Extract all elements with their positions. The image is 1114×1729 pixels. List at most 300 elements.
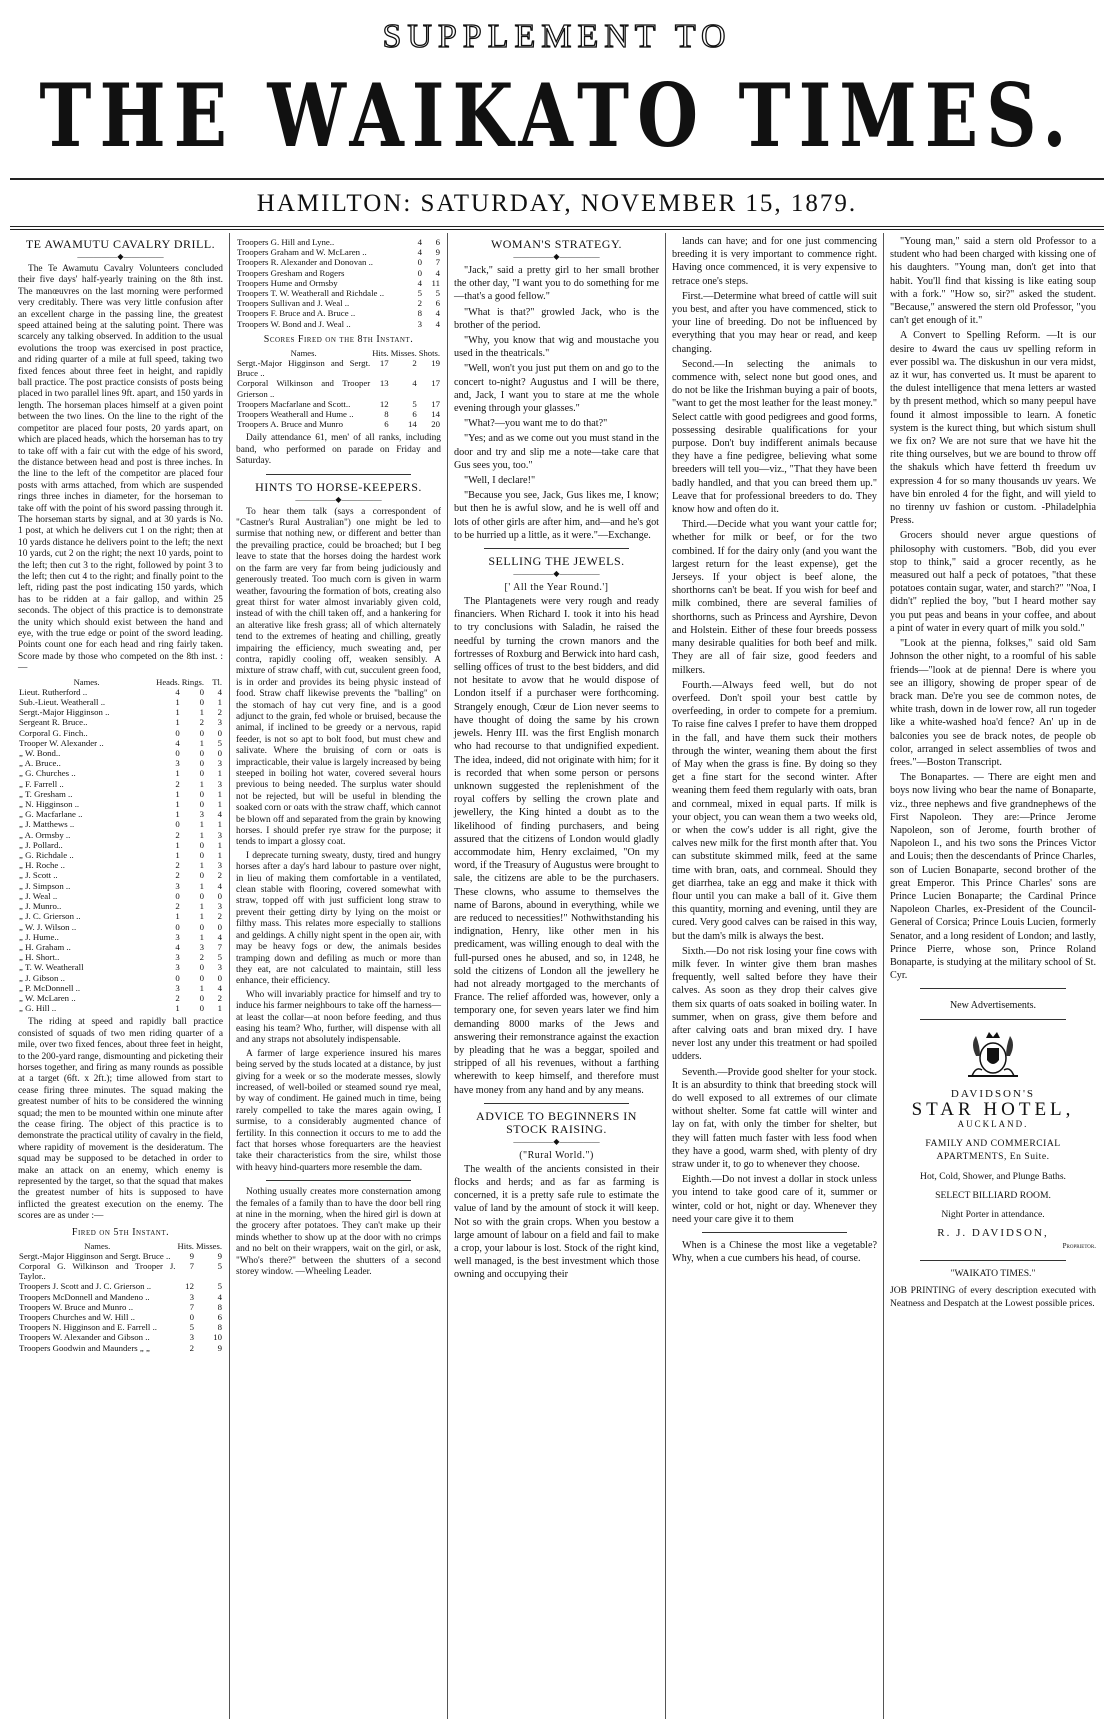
table-cell-value: 8 (217, 1301, 222, 1312)
table-cell-value: 3 (217, 717, 222, 728)
table-cell-value: 5 (217, 737, 222, 748)
ad-baths: Hot, Cold, Shower, and Plunge Baths. (920, 1170, 1066, 1182)
table-cell-name: Troopers Goodwin and Maunders „ „ (19, 1342, 150, 1353)
table-cell-value: 1 (199, 911, 204, 922)
table-row (236, 288, 441, 298)
table-cell-value: 0 (199, 992, 204, 1003)
table-cell-name: „ G. Richdale .. (19, 850, 74, 861)
table-row (18, 962, 223, 972)
table-cell-value: 2 (199, 717, 204, 728)
ad-billiard-room: SELECT BILLIARD ROOM. (935, 1189, 1051, 1201)
table-cell-value: 3 (217, 829, 222, 840)
article-paragraph: A farmer of large experience insured his mares being served by the studs located at a distance, by just giving for a week or so the moderate messes, slowly increased, of well-boiled or steamed sound rye meal, by way of condiment. He gained much in time, being rarely compelled to take the mares again owing, I surmise, to a considerably augmented chance of fertility. In this connection it occurs to me to add the fact that horses whose forequarters are the heaviest take their characteristics from the sire, whilst those with heavy hind-quarters more resemble the dam. (236, 1048, 441, 1173)
table-cell-value: 3 (199, 941, 204, 952)
table-cell-value: 3 (175, 758, 180, 769)
article-paragraph: Fourth.—Always feed well, but do not overfeed. Don't spoil your best cattle by overfeeding, in order to compete for a premium. To raise fine calves I prefer to have them dropped in the fall, and have them suck their mothers through the winter, weaning them about the first of May when the grass is fine. By doing so they get a fine start for the second winter. After weaning them feed them regularly with oats, bran and cornmeal, mixed in equal parts. If milk is your object, you can wean them a two weeks old, or when the cow's udder is all right, give the calves new milk for the first month after that. You can substitute skimmed milk, feed at the same time with bran, oats, and cornmeal. Should they get diarrhea, take an egg and make it thick with flour until you can make a ball of it. Give them this quantity, morning and evening, until they are cured. Very good calves can be raised in this way, but the dam's milk is always the best. (672, 679, 877, 942)
table-cell-name: „ N. Higginson .. (19, 799, 80, 810)
ad-hotel-name: STAR HOTEL, (911, 1098, 1075, 1120)
article-paragraph: Sixth.—Do not risk losing your fine cows with milk fever. In winter give them bran mashes frequently, well salted before they have their calves. As soon as they drop their calves give them six quarts of oats soaked in boiling water. In summer, when on grass, give them before and after calving oats and bran mixed dry. I have never lost any under this treatment or had spoiled udders. (672, 945, 877, 1063)
table-cell-value: 0 (199, 799, 204, 810)
table-cell-value: 3 (217, 778, 222, 789)
section-rule (920, 988, 1066, 989)
table-cell-value: 1 (217, 768, 222, 779)
table-row (18, 799, 223, 809)
table-row (18, 901, 223, 911)
section-rule (920, 1260, 1066, 1261)
table-row (18, 1312, 223, 1322)
table-cell-value: 1 (199, 778, 204, 789)
table-cell-value: 4 (217, 880, 222, 891)
article-paragraph: "What?—you want me to do that?" (464, 418, 608, 430)
table-cell-name: „ J. Matthews .. (19, 819, 75, 830)
table-cell-value: 2 (175, 901, 180, 912)
table-cell-name: „ J. Weal .. (19, 890, 58, 901)
table-row (18, 952, 223, 962)
table-cell-name: „ W. McLaren .. (19, 992, 76, 1003)
section-rule (702, 1232, 847, 1233)
table-cell-value: 9 (435, 247, 440, 258)
table-body (236, 237, 441, 329)
table-cell-value: 0 (417, 267, 422, 278)
table-cell-value: 0 (199, 890, 204, 901)
table-cell-value: 1 (199, 931, 204, 942)
article-paragraph: Grocers should never argue questions of philosophy with customers. "Bob, did you ever stop to think," said a grocer recently, as he measured out half a peck of potatoes, "that these potatoes contain sugar, water, and starch?" "Noa, I didn't" replied the boy, "but I heard mother say you put peas and beans in your coffee, and about a pint of water in every quart of milk you sold." (890, 530, 1096, 634)
table-cell-value: 3 (217, 758, 222, 769)
table-cell-value: 8 (417, 308, 422, 319)
article-columns (12, 233, 1102, 1719)
table-cell-name: Corporal Wilkinson and Trooper Grierson .. (237, 378, 371, 399)
table-cell-value: 1 (217, 819, 222, 830)
table-cell-name: Troopers W. Bond and J. Weal .. (237, 318, 351, 329)
table-cell-value: 4 (435, 318, 440, 329)
table-cell-value: 4 (217, 809, 222, 820)
table-cell-value: 3 (175, 952, 180, 963)
table-cell-name: Troopers Sullivan and J. Weal .. (237, 298, 350, 309)
table-cell-value: 1 (175, 788, 180, 799)
article-paragraph: Third.—Decide what you want your cattle for; whether for milk or beef, or for the two combined. If for the dairy only (and you want the largest return for the least expense), get the Jerseys. If your object is beef alone, the shorthorns can't be beat. If you wish for beef and milk combined, there are several families of shorthorns, such as Princess and Ayrshire, Devon and Holstein. Either of these four breeds possess many desirable qualities for both beef and milk. They are all of fair size, good feeders and milkers. (672, 519, 877, 676)
table-cell-value: 12 (185, 1281, 194, 1292)
table-cell-value: 8 (217, 1322, 222, 1333)
table-cell-value: 4 (417, 247, 422, 258)
table-cell-value: 0 (199, 850, 204, 861)
table-cell-value: 19 (431, 358, 440, 369)
table-cell-name: Troopers Gresham and Rogers (237, 267, 345, 278)
table-cell-value: 7 (189, 1261, 194, 1272)
table-cell-value: 1 (217, 1003, 222, 1014)
table-row (18, 687, 223, 697)
table-cell-value: 14 (407, 419, 417, 430)
article-source: ("Rural World.") (519, 1149, 594, 1161)
table-cell-name: „ J. Munro.. (19, 901, 62, 912)
table-row (236, 399, 441, 409)
table-cell-value: 6 (217, 1312, 222, 1323)
column-1 (12, 233, 230, 1719)
table-row (18, 1292, 223, 1302)
table-row (18, 840, 223, 850)
table-cell-value: 0 (199, 697, 204, 708)
job-printing-text: JOB PRINTING of every description executed with Neatness and Despatch at the Lowest possible prices. (890, 1284, 1096, 1310)
table-cell-value: 3 (175, 982, 180, 993)
column-3 (448, 233, 666, 1719)
table-cell-value: 4 (175, 686, 180, 697)
table-cell-value: 7 (435, 257, 440, 268)
table-cell-value: 1 (217, 697, 222, 708)
table-cell-name: Sergt.-Major Higginson and Sergt. Bruce .. (237, 358, 371, 379)
table-cell-name: Troopers McDonnell and Mandeno .. (19, 1291, 150, 1302)
table-row (236, 319, 441, 329)
table-cell-name: „ T. Gresham .. (19, 788, 73, 799)
article-title-stock-raising: ADVICE TO BEGINNERS IN STOCK RAISING. (476, 1108, 637, 1136)
section-rule (266, 474, 411, 475)
table-cell-value: 0 (189, 1312, 194, 1323)
table-header-cell: Misses. (390, 347, 417, 358)
table-header-row (236, 348, 441, 358)
table-cell-value: 2 (217, 707, 222, 718)
table-header-cell: Names. (290, 347, 317, 358)
article-paragraph: When is a Chinese the most like a vegetable? Why, when a cue cumbers his head, of course. (672, 1240, 877, 1265)
table-cell-name: Troopers Graham and W. McLaren .. (237, 247, 367, 258)
table-cell-value: 1 (199, 860, 204, 871)
table-cell-name: Troopers J. Scott and J. C. Grierson .. (19, 1281, 152, 1292)
advertisements-heading: New Advertisements. (949, 1000, 1037, 1012)
article-paragraph: The riding at speed and rapidly ball practice consisted of squads of two men riding quarter of a mile, over two fixed fences, about three feet in height, to the 200-yard range, dismounting and picketing their horses together, and firing as many rounds as possible at a target (6ft. x 2ft.); time allowed from start to cease firing three minutes. The squad making the greatest number of hits to be considered the winning squad; the men to be mounted within one minute after the cease firing. The object of this practice is to demonstrate the practical utility of cavalry in the field, where rapidity of movement is the desideratum. The squad may be supposed to be detached in order to make an attack on an enemy, which enemy is represented by the target, so that the squad that makes the greatest number of hits is supposed to have inflicted the greatest execution on the enemy. The scores are as under :— (18, 1017, 223, 1222)
article-paragraph: Daily attendance 61, men' of all ranks, including band, who performed on parade on Friday and Saturday. (236, 433, 441, 467)
table-cell-name: Troopers F. Bruce and A. Bruce .. (237, 308, 356, 319)
score-table-hits-misses (18, 1241, 223, 1353)
article-paragraph: "Well, won't you just put them on and go to the concert to-night? Augustus and I will be there, and, Jack, I want you to stare at me the whole evening through your glasses." (454, 363, 659, 415)
table-cell-name: „ J. Simpson .. (19, 880, 71, 891)
table-row (236, 278, 441, 288)
table-row (236, 378, 441, 398)
table-cell-value: 6 (435, 237, 440, 247)
section-rule (484, 1103, 629, 1104)
table-cell-value: 3 (199, 809, 204, 820)
table-cell-value: 1 (199, 901, 204, 912)
table-row (236, 237, 441, 247)
table-cell-name: „ T. W. Weatherall (19, 962, 84, 973)
table-cell-name: „ J. Gibson .. (19, 972, 65, 983)
section-subheading: Scores Fired on the 8th Instant. (263, 333, 414, 345)
table-cell-value: 1 (199, 829, 204, 840)
table-cell-name: Corporal G. Finch.. (19, 727, 88, 738)
table-row (236, 358, 441, 378)
table-cell-value: 1 (199, 880, 204, 891)
ad-apartments: FAMILY AND COMMERCIAL APARTMENTS, En Suite. (925, 1138, 1061, 1163)
royal-crest-icon (956, 1026, 1030, 1084)
table-cell-name: Sergeant R. Bruce.. (19, 717, 88, 728)
article-paragraph: The wealth of the ancients consisted in their flocks and herds; and as far as farming is concerned, it is a pretty safe rule to estimate the value of land by the amount of stock it will keep. Not so with the grain crops. When you bestow a large amount of labour on a field and fail to make a crop, your labour is lost. Stock of the right kind, well managed, is the best investment which those owning and occupying their (454, 1163, 659, 1281)
table-cell-value: 2 (175, 870, 180, 881)
ornament-divider: —————◆————— (77, 252, 164, 261)
article-paragraph: lands can have; and for one just commencing breeding it is very important to commence right. Having once commenced, it is very expensive to retrace one's steps. (672, 236, 877, 287)
table-row (18, 830, 223, 840)
table-cell-name: Troopers Macfarlane and Scott.. (237, 398, 351, 409)
table-header-cell: Shots. (418, 347, 440, 358)
table-cell-value: 6 (384, 419, 389, 430)
article-paragraph: "Why, you know that wig and moustache you used in the theatricals." (454, 335, 659, 360)
table-cell-value: 1 (175, 697, 180, 708)
table-cell-value: 0 (199, 972, 204, 983)
table-cell-value: 0 (217, 921, 222, 932)
table-row (18, 881, 223, 891)
ad-location: AUCKLAND. (957, 1118, 1029, 1129)
table-row (18, 758, 223, 768)
table-row (18, 1343, 223, 1353)
ad-signatory: R. J. DAVIDSON, (937, 1227, 1049, 1240)
table-cell-value: 2 (175, 860, 180, 871)
table-row (18, 993, 223, 1003)
section-rule (920, 1019, 1066, 1020)
table-cell-value: 2 (217, 911, 222, 922)
table-cell-value: 1 (175, 707, 180, 718)
table-cell-value: 17 (379, 358, 389, 369)
table-cell-value: 1 (175, 717, 180, 728)
table-row (18, 1332, 223, 1342)
table-cell-name: Troopers R. Alexander and Donovan .. (237, 257, 374, 268)
table-cell-value: 7 (189, 1301, 194, 1312)
table-row (18, 870, 223, 880)
table-cell-value: 0 (175, 727, 180, 738)
table-cell-name: Trooper W. Alexander .. (19, 737, 104, 748)
score-table-8th-instant (236, 348, 441, 430)
table-row (18, 707, 223, 717)
table-cell-value: 4 (217, 1291, 222, 1302)
table-cell-value: 2 (175, 992, 180, 1003)
table-row (18, 932, 223, 942)
table-row (18, 748, 223, 758)
table-cell-name: Troopers Churches and W. Hill .. (19, 1312, 135, 1323)
table-cell-value: 14 (431, 409, 440, 420)
table-row (18, 728, 223, 738)
table-cell-name: Sergt.-Major Higginson .. (19, 707, 110, 718)
table-cell-value: 4 (217, 931, 222, 942)
article-paragraph: "Jack," said a pretty girl to her small brother the other day, "I want you to do something for me—that's a good fellow." (454, 265, 659, 303)
table-cell-value: 4 (175, 941, 180, 952)
article-paragraph: "What is that?" growled Jack, who is the brother of the period. (454, 306, 659, 331)
table-cell-name: „ H. Roche .. (19, 860, 65, 871)
table-row (236, 268, 441, 278)
table-cell-value: 2 (417, 298, 422, 309)
table-cell-value: 2 (189, 1342, 194, 1353)
table-cell-name: Sergt.-Major Higginson and Sergt. Bruce .. (19, 1250, 171, 1261)
table-cell-name: Troopers N. Higginson and E. Farrell .. (19, 1322, 157, 1333)
table-cell-name: „ W. Bond.. (19, 748, 61, 759)
table-cell-value: 17 (431, 378, 440, 389)
article-paragraph: "Look at the pienna, folkses," said old Sam Johnson the other night, to a roomful of his sable friends—"look at de pienna! Dere is where you see an illigory, showing de proper spear of de brack man. De're you see de common notes, de white trash, down in de lower row, all run togeder like a white-washed hoa'd fence? An' up in de balconies you see de brack notes, de people ob color, arranged in select assemblies of twos and frees."—Boston Transcript. (890, 638, 1096, 768)
table-cell-value: 0 (217, 748, 222, 759)
table-header-row (18, 677, 223, 687)
table-body (18, 1251, 223, 1353)
table-cell-value: 13 (379, 378, 389, 389)
table-row (18, 911, 223, 921)
section-subheading: Fired on 5th Instant. (71, 1226, 170, 1238)
table-header-cell: Rings. (181, 676, 204, 687)
table-cell-value: 1 (199, 982, 204, 993)
table-cell-value: 0 (199, 962, 204, 973)
table-cell-value: 4 (417, 277, 422, 288)
table-cell-value: 7 (217, 941, 222, 952)
article-paragraph: A Convert to Spelling Reform. —It is our desire to 4ward the caus uv spelling reform in ever possibl wa. The diskushun in our vera midst, az it wur, has converted us. It must be aparent to the dulest intelligence that mena letters ar wasted by th present method, which so many peepul have found it almost impossible to learn. A fonetic system is the kurect thing, but which sistum shull we fix on? We are not sure that we have hit the rite thing ourselves, but we are bound to throw off the shakuls which have fetterd th freedum uv expression 4 for so many thousands uv years. We have bin enroled 4 for the fight, and will yield to no tirenny uv fashion or custom. -Philadelphia Press. (890, 330, 1096, 527)
table-cell-value: 3 (189, 1332, 194, 1343)
table-row (18, 789, 223, 799)
table-body (18, 687, 223, 1014)
table-cell-value: 1 (217, 850, 222, 861)
table-row (18, 1261, 223, 1281)
table-cell-value: 2 (199, 952, 204, 963)
table-row (18, 1322, 223, 1332)
table-cell-value: 0 (175, 819, 180, 830)
table-cell-value: 10 (213, 1332, 222, 1343)
table-row (18, 891, 223, 901)
table-cell-name: Troopers Weatherall and Hume .. (237, 409, 354, 420)
table-row (236, 247, 441, 257)
table-cell-name: „ A. Bruce.. (19, 758, 61, 769)
table-cell-value: 11 (431, 277, 440, 288)
table-row (18, 983, 223, 993)
table-cell-value: 1 (175, 839, 180, 850)
table-row (18, 850, 223, 860)
table-cell-value: 2 (175, 829, 180, 840)
hotel-advertisement (890, 1026, 1096, 1311)
table-row (18, 819, 223, 829)
ornament-divider: —————◆————— (513, 1136, 600, 1146)
table-cell-value: 1 (217, 788, 222, 799)
dateline-rule (10, 226, 1104, 230)
table-header-cell: Hits. (372, 347, 389, 358)
column-4 (666, 233, 884, 1719)
table-cell-value: 0 (217, 972, 222, 983)
table-cell-value: 2 (175, 778, 180, 789)
table-cell-value: 20 (431, 419, 440, 430)
table-cell-value: 5 (217, 1281, 222, 1292)
ornament-divider: —————◆————— (513, 569, 600, 579)
column-2 (230, 233, 448, 1719)
table-cell-value: 2 (217, 870, 222, 881)
table-cell-value: 6 (435, 298, 440, 309)
table-cell-value: 5 (217, 952, 222, 963)
table-cell-value: 0 (199, 727, 204, 738)
article-source: [' All the Year Round.'] (504, 582, 609, 594)
article-paragraph: First.—Determine what breed of cattle will suit you best, and after you have commenced, stick to your line of breeding. Do not be influenced by everything that you may hear or read, and keep changing. (672, 290, 877, 355)
table-cell-value: 1 (175, 768, 180, 779)
table-cell-name: Troopers W. Alexander and Gibson .. (19, 1332, 150, 1343)
article-paragraph: "Young man," said a stern old Professor to a student who had been charged with kissing one of his daughters. "Young man, don't get into that habit. You'll find that kissing is like eating soup with a fork." "How so, sir?" asked the student. "Because," answered the stern old Professor, "you can't get enough of it." (890, 236, 1096, 327)
article-title-cavalry-drill: TE AWAMUTU CAVALRY DRILL. (25, 237, 216, 251)
table-cell-value: 0 (199, 870, 204, 881)
table-cell-name: „ F. Farrell .. (19, 778, 64, 789)
article-title-womans-strategy: WOMAN'S STRATEGY. (490, 237, 623, 251)
job-printing-heading: "WAIKATO TIMES." (950, 1267, 1036, 1279)
table-cell-name: „ H. Graham .. (19, 941, 71, 952)
table-row (18, 1251, 223, 1261)
table-cell-value: 4 (435, 308, 440, 319)
table-row (18, 738, 223, 748)
score-table-continued (236, 237, 441, 329)
newspaper-title: THE WAIKATO TIMES. (39, 63, 1075, 167)
table-row (236, 298, 441, 308)
table-cell-value: 3 (175, 931, 180, 942)
table-cell-value: 5 (412, 398, 417, 409)
table-header-cell: Tl. (212, 676, 222, 687)
table-cell-value: 0 (199, 686, 204, 697)
table-cell-name: Troopers W. Bruce and Munro .. (19, 1301, 134, 1312)
table-row (18, 1281, 223, 1291)
table-row (18, 768, 223, 778)
table-cell-value: 1 (217, 839, 222, 850)
table-row (18, 1003, 223, 1013)
table-cell-value: 3 (217, 860, 222, 871)
table-row (18, 973, 223, 983)
table-cell-value: 1 (199, 707, 204, 718)
table-cell-name: „ G. Macfarlane .. (19, 809, 83, 820)
table-cell-name: Troopers T. W. Weatherall and Richdale .. (237, 288, 385, 299)
table-cell-name: Troopers Hume and Ormsby (237, 277, 338, 288)
table-row (236, 257, 441, 267)
score-table-heads-rings (18, 677, 223, 1014)
table-cell-value: 1 (199, 737, 204, 748)
table-cell-value: 12 (379, 398, 389, 409)
table-cell-name: Corporal G. Wilkinson and Trooper J. Taylor.. (19, 1261, 176, 1282)
article-title-selling-jewels: SELLING THE JEWELS. (488, 554, 625, 569)
table-header-cell: Heads. (156, 676, 180, 687)
table-cell-value: 0 (199, 921, 204, 932)
article-paragraph: The Bonapartes. — There are eight men and boys now living who bear the name of Bonaparte, viz., three nephews and five grandnephews of the First Napoleon. They are:—Prince Jerome Napoleon, son of Jerome, fourth brother of Napoleon I., and his two sons the Princes Victor and Louis; then the descendants of Prince Charles, son of Lucien Bonaparte, second brother of the great Emperor. This Prince Charles' sons are Prince Lucien Bonaparte; the Cardinal Prince Napoleon Charles, ex-President of the Council-General of Corsica; Prince Louis Lucien, formerly Senator, and a long resident of London; and lastly, Prince Pierre, whose son, Prince Roland Bonaparte, is studying at the military school of St. Cyr. (890, 772, 1096, 982)
table-cell-name: „ W. J. Wilson .. (19, 921, 77, 932)
column-5 (884, 233, 1102, 1719)
table-cell-name: „ A. Ormsby .. (19, 829, 71, 840)
article-paragraph: Nothing usually creates more consternation among the females of a family than to have the door bell ring at nine in the morning, when the hired girl is down at the grocery after potatoes. They can't make up their minds whether to show up at the door with no crimps and no belt on their wrappers, wait on the girl, or ask, "Who's there?" between the shutters of a second storey window. —Wheeling Leader. (236, 1187, 441, 1278)
table-cell-value: 4 (217, 686, 222, 697)
table-cell-name: „ J. C. Grierson .. (19, 911, 81, 922)
table-cell-value: 0 (217, 890, 222, 901)
ornament-divider: —————◆————— (295, 494, 382, 504)
table-cell-value: 1 (199, 819, 204, 830)
table-cell-name: „ J. Pollard.. (19, 839, 63, 850)
table-cell-value: 0 (175, 972, 180, 983)
table-cell-value: 1 (175, 809, 180, 820)
table-cell-value: 3 (217, 901, 222, 912)
table-cell-value: 3 (175, 962, 180, 973)
article-paragraph: The Te Awamutu Cavalry Volunteers concluded their five days' half-yearly training on the 8th inst. The manœuvres on the last morning were performed very creditably. There was very little confusion after an excellent charge in the passing line, the greatest speed attained being at the saluting point. There was scarcely any talking observed. In addition to the usual evolutions the troop was exercised in post practice, and riding quarter of a mile at full speed, taking two fixed fences about three feet in height, and rapidly ball practice. The post practice consists of posts being placed in two parallel lines 9ft. apart, and 150 yards in length. The horseman places himself at a given point between the two lines. On the line to the right of the competitor are placed four posts, 20 yards apart, on which are placed heads, which the horseman has to try to take off with a fair cut with the edge of his sword, the distance between head and post is three inches. In the line to the left of the competitor are placed four posts with arms attached, from which are suspended rings three inches in diameter, for the horseman to take off with the point of his sword passing through it. The horseman starts by signal, and at 30 yards is No. 1 post, at which he delivers cut 1 on the right; then at 10 yards distance he delivers point to the left; the next 10 yards, cut 2 on the right; the next 10 yards, point to the left; then cut 3 to the right, followed by point 3 to the left; then cut 4 to the right; and finally point to the left, riding past the post indicating 150 yards, which has to be ridden at a fair gallop, and within 25 seconds. The object of this practice is to demonstrate the unity which should exist between the hand and eye, with the true edge or point of the sword leading. Points count one for each head and ring fairly taken. Score made by those who competed on the 8th inst. :— (18, 264, 223, 674)
ad-night-porter: Night Porter in attendance. (941, 1209, 1045, 1220)
table-cell-value: 4 (217, 982, 222, 993)
table-cell-value: 9 (189, 1250, 194, 1261)
section-rule (266, 1180, 411, 1181)
table-cell-value: 0 (199, 1003, 204, 1014)
table-cell-value: 0 (199, 748, 204, 759)
table-cell-name: „ P. McDonnell .. (19, 982, 81, 993)
table-cell-value: 4 (412, 378, 417, 389)
table-cell-value: 0 (175, 890, 180, 901)
article-paragraph: I deprecate turning sweaty, dusty, tired and hungry horses after a day's hard labour to pasture over night, in lieu of making them comfortable in a ventilated, clean stable with flooring, covered somewhat with straw, topped off with just sufficient long straw to prevent their getting dirty by lying on the moist or filthy mass. This relates more especially to stallions and geldings. A chilly night spent in the open air, with may be heavy fogs or dew, the animals besides tramping down and defiling as much or more than they eat, are not calculated to maintain, still less enhance, their efficiency. (236, 850, 441, 987)
table-cell-value: 0 (417, 257, 422, 268)
table-cell-value: 4 (435, 267, 440, 278)
table-cell-value: 2 (412, 358, 417, 369)
article-paragraph: "Well, I declare!" (464, 475, 536, 487)
table-cell-value: 1 (217, 799, 222, 810)
table-row (18, 922, 223, 932)
table-header-cell: Hits. (177, 1240, 194, 1251)
table-cell-value: 5 (435, 288, 440, 299)
table-cell-value: 9 (217, 1250, 222, 1261)
table-row (236, 409, 441, 419)
article-paragraph: "Yes; and as we come out you must stand in the door and try and slip me a note—take care that Gus sees you, too." (454, 433, 659, 471)
table-row (236, 308, 441, 318)
article-paragraph: To hear them talk (says a correspondent of "Castner's Rural Australian") one might be led to surmise that nothing new, or different and better than the prevailing practice, could be broached; but I beg leave to state that the horses doing the hardest work on the farm are very far from being judiciously and generously treated. Too much corn is given in warm weather, favouring the formation of bots, creating also great thirst for water almost invariably given cold, instead of with the chill taken off, and a hankering for an alterative like fresh grass; all of which alternately tend to the extremes of heating and chilling, greatly impairing the efficiency, much sweating and, per contra, rapidly cooling off, weaken sensibly. A mixture of straw chaff, with cut, succulent green food, is in order and provides its being physic instead of food. Straw chaff likewise prevents the "balling" on the stomach of hay cut very fine, and is a good adjunct to the grain, fed whole or bruised, because the animal, if inclined to be greedy or a nervous, rapid feeder, is not so apt to bolt food, but must chew and salivate. Where the bruising of corn or oats is impracticable, their value is largely increased by being steeped in boiling hot water, covered several hours previous to being needed. The surplus water should not be rejected, but will be useful in blending the soaked corn or oats with the straw chaff, which cannot be blown off and separated from the grain by knowing horses. I should prefer rye straw for the purpose; it tends to impart a glossy coat. (236, 506, 441, 848)
article-paragraph: Seventh.—Provide good shelter for your stock. It is an absurdity to think that breeding stock will do well exposed to all extremes of our climate without shelter. Some fat cattle will winter and lay on fat, with only the timber for shelter, but they will fatten much faster with less food when they have a good, warm shed, with plenty of dry straw under it, to go to whenever they choose. (672, 1066, 877, 1171)
table-cell-value: 5 (417, 288, 422, 299)
table-row (236, 419, 441, 429)
